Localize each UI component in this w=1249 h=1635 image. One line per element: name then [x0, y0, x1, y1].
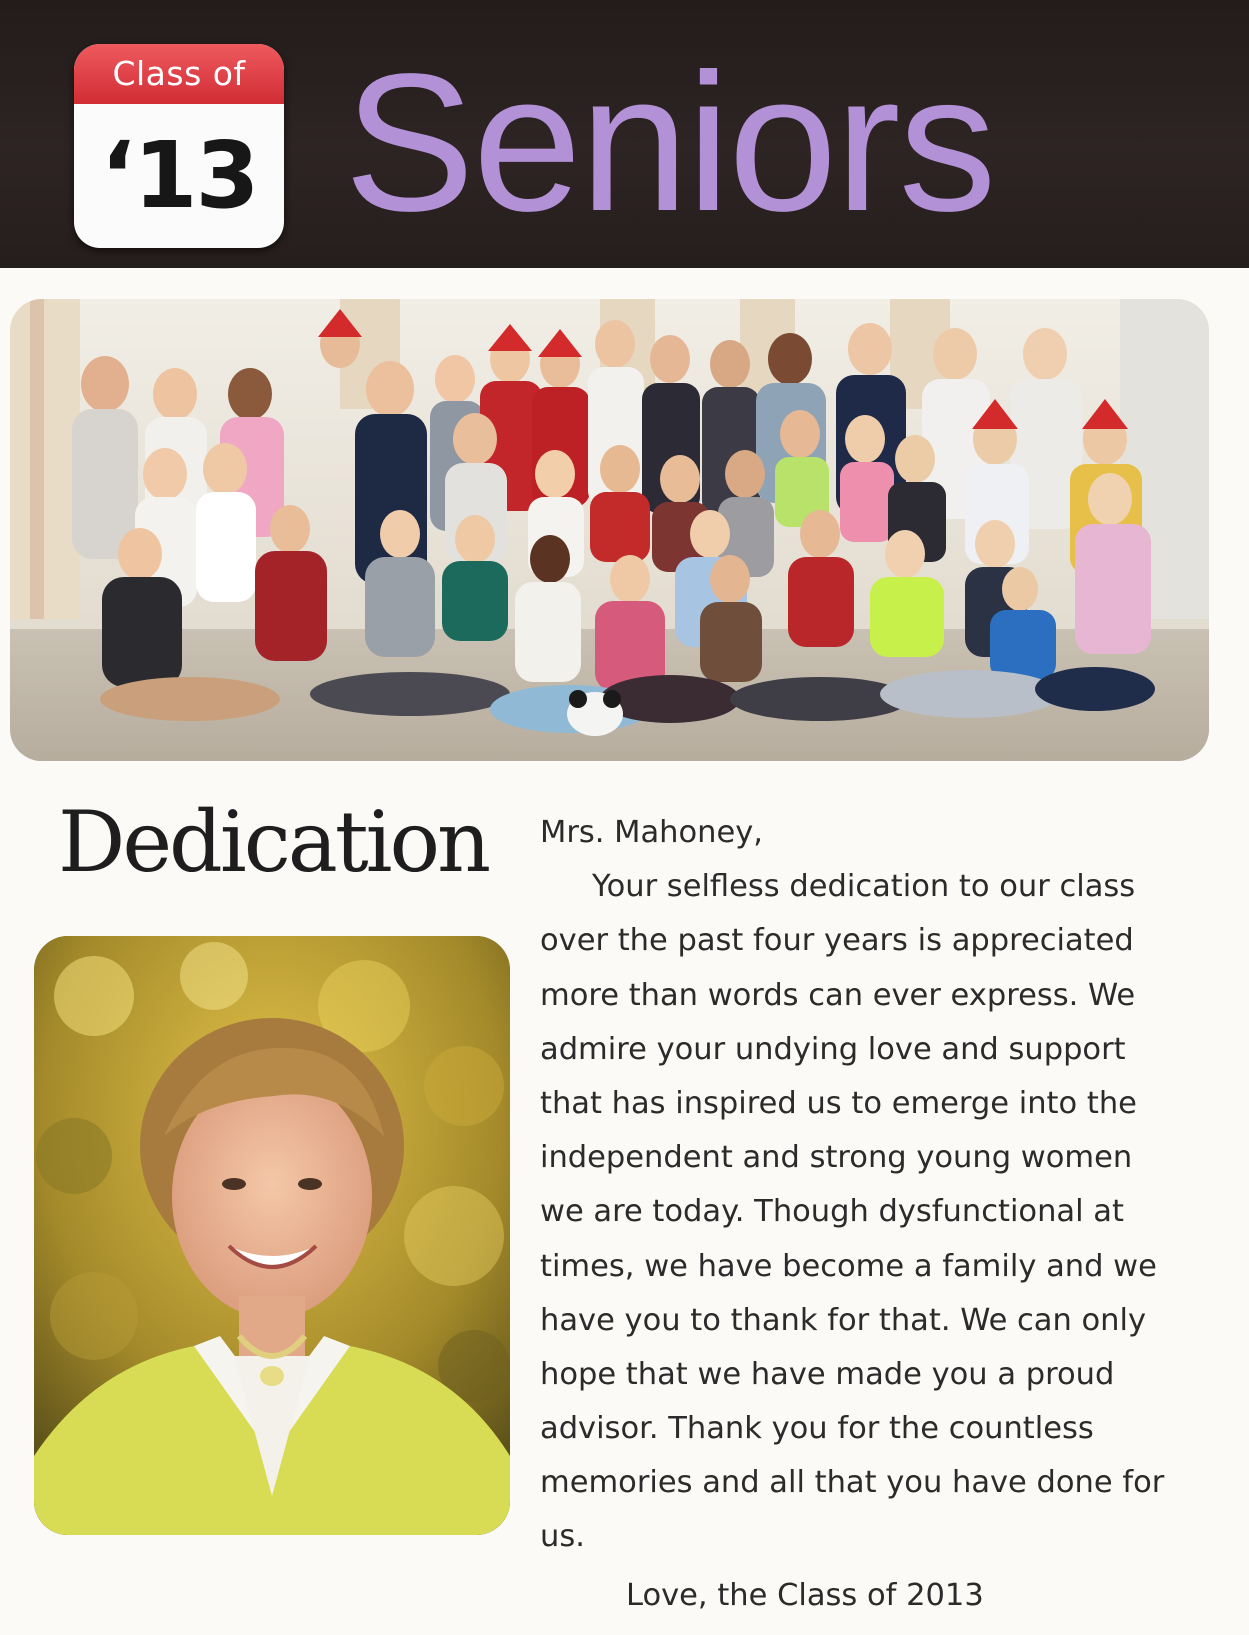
letter-line: we are today. Though dysfunctional at — [540, 1194, 1124, 1230]
group-photo-image — [10, 299, 1209, 761]
letter-line: more than words can ever express. We — [540, 977, 1136, 1013]
letter-line: us. — [540, 1519, 585, 1555]
letter-line: times, we have become a family and we — [540, 1248, 1157, 1284]
letter-line: Your selfless dedication to our class — [592, 869, 1136, 905]
page-title: Seniors — [344, 33, 995, 252]
letter-line: memories and all that you have done for — [540, 1465, 1165, 1501]
letter-salutation: Mrs. Mahoney, — [540, 815, 763, 850]
letter-line: advisor. Thank you for the countless — [540, 1411, 1094, 1447]
letter-line: have you to thank for that. We can only — [540, 1302, 1147, 1338]
group-photo — [10, 299, 1209, 761]
portrait-photo — [34, 936, 510, 1535]
portrait-image — [34, 936, 510, 1535]
dedication-letter — [540, 806, 1200, 1623]
calendar-top-label: Class of — [74, 44, 284, 104]
calendar-icon — [74, 44, 284, 248]
letter-line: that has inspired us to emerge into the — [540, 1085, 1137, 1121]
calendar-year: ‘13 — [100, 122, 258, 229]
letter-line: admire your undying love and support — [540, 1031, 1126, 1067]
letter-line: over the past four years is appreciated — [540, 923, 1134, 959]
dedication-heading: Dedication — [58, 793, 489, 891]
letter-signoff: Love, the Class of 2013 — [626, 1577, 984, 1613]
letter-line: independent and strong young women — [540, 1140, 1133, 1176]
header-banner — [0, 0, 1249, 268]
letter-line: hope that we have made you a proud — [540, 1356, 1115, 1392]
